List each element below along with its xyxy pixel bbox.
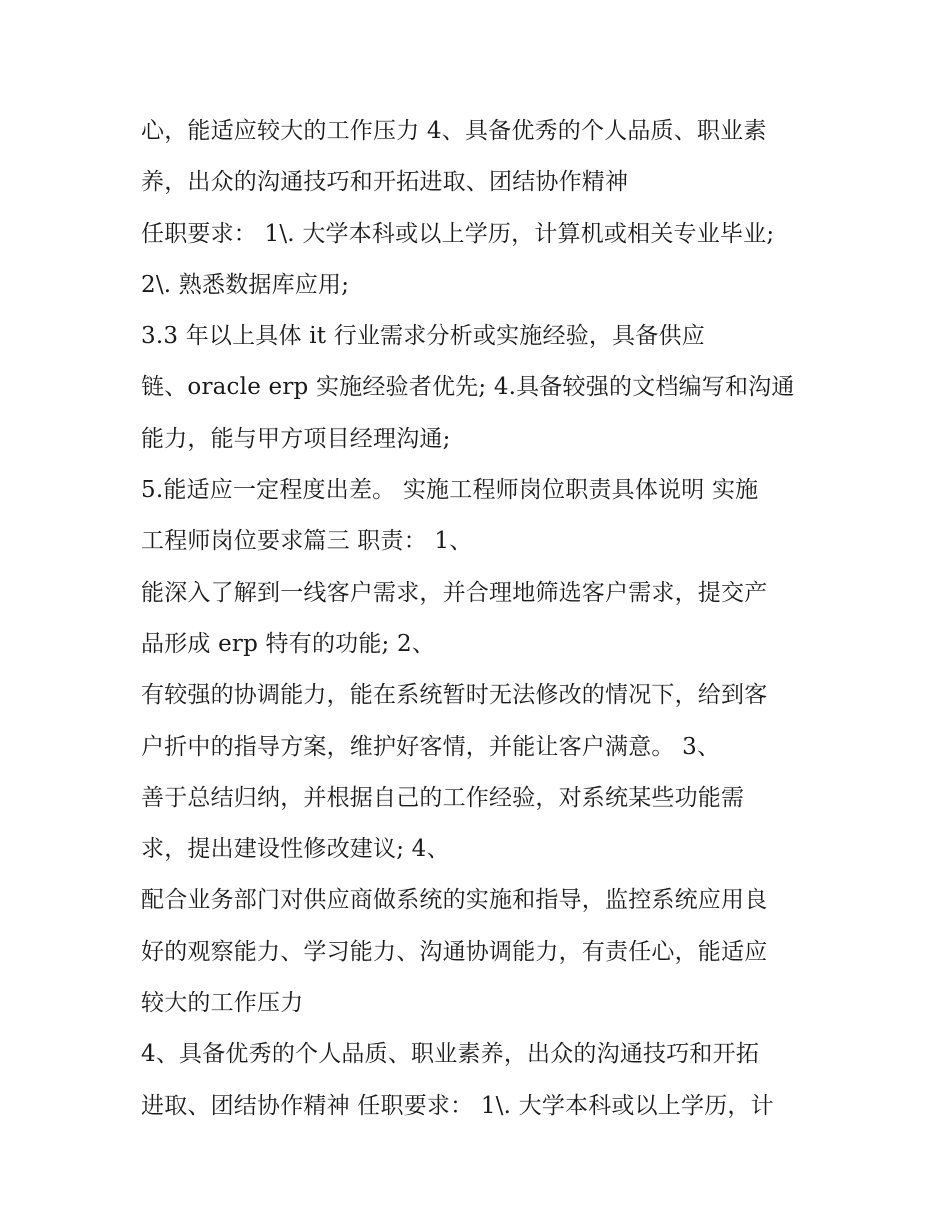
text-line: 户折中的指导方案，维护好客情，并能让客户满意。 3、 bbox=[141, 733, 721, 760]
text-line: 心，能适应较大的工作压力 4、具备优秀的个人品质、职业素 bbox=[141, 118, 767, 144]
text-line: 有较强的协调能力，能在系统暂时无法修改的情况下，给到客 bbox=[141, 682, 768, 709]
text-line: 较大的工作压力 bbox=[141, 990, 304, 1017]
text-line: 能深入了解到一线客户需求，并合理地筛选客户需求，提交产 bbox=[141, 579, 768, 606]
text-line: 2\. 熟悉数据库应用; bbox=[141, 271, 350, 298]
text-line: 进取、团结协作精神 任职要求： 1\. 大学本科或以上学历，计 bbox=[141, 1092, 774, 1119]
text-line: 求，提出建设性修改建议; 4、 bbox=[141, 836, 450, 863]
text-line: 配合业务部门对供应商做系统的实施和指导，监控系统应用良 bbox=[141, 887, 768, 914]
document-body bbox=[141, 106, 831, 1132]
text-line: 任职要求： 1\. 大学本科或以上学历，计算机或相关专业毕业; bbox=[141, 220, 775, 247]
text-line: 5.能适应一定程度出差。 实施工程师岗位职责具体说明 实施 bbox=[141, 477, 759, 504]
text-line: 养，出众的沟通技巧和开拓进取、团结协作精神 bbox=[141, 169, 629, 196]
text-line: 善于总结归纳，并根据自己的工作经验，对系统某些功能需 bbox=[141, 784, 745, 811]
text-line: 品形成 erp 特有的功能; 2、 bbox=[141, 630, 436, 657]
text-line: 3.3 年以上具体 it 行业需求分析或实施经验，具备供应 bbox=[141, 323, 705, 350]
text-line: 工程师岗位要求篇三 职责： 1、 bbox=[141, 528, 473, 555]
text-line: 4、具备优秀的个人品质、职业素养，出众的沟通技巧和开拓 bbox=[141, 1041, 760, 1068]
text-line: 能力，能与甲方项目经理沟通; bbox=[141, 425, 451, 452]
text-line: 好的观察能力、学习能力、沟通协调能力，有责任心，能适应 bbox=[141, 938, 768, 965]
text-line: 链、oracle erp 实施经验者优先; 4.具备较强的文档编写和沟通 bbox=[141, 374, 795, 401]
